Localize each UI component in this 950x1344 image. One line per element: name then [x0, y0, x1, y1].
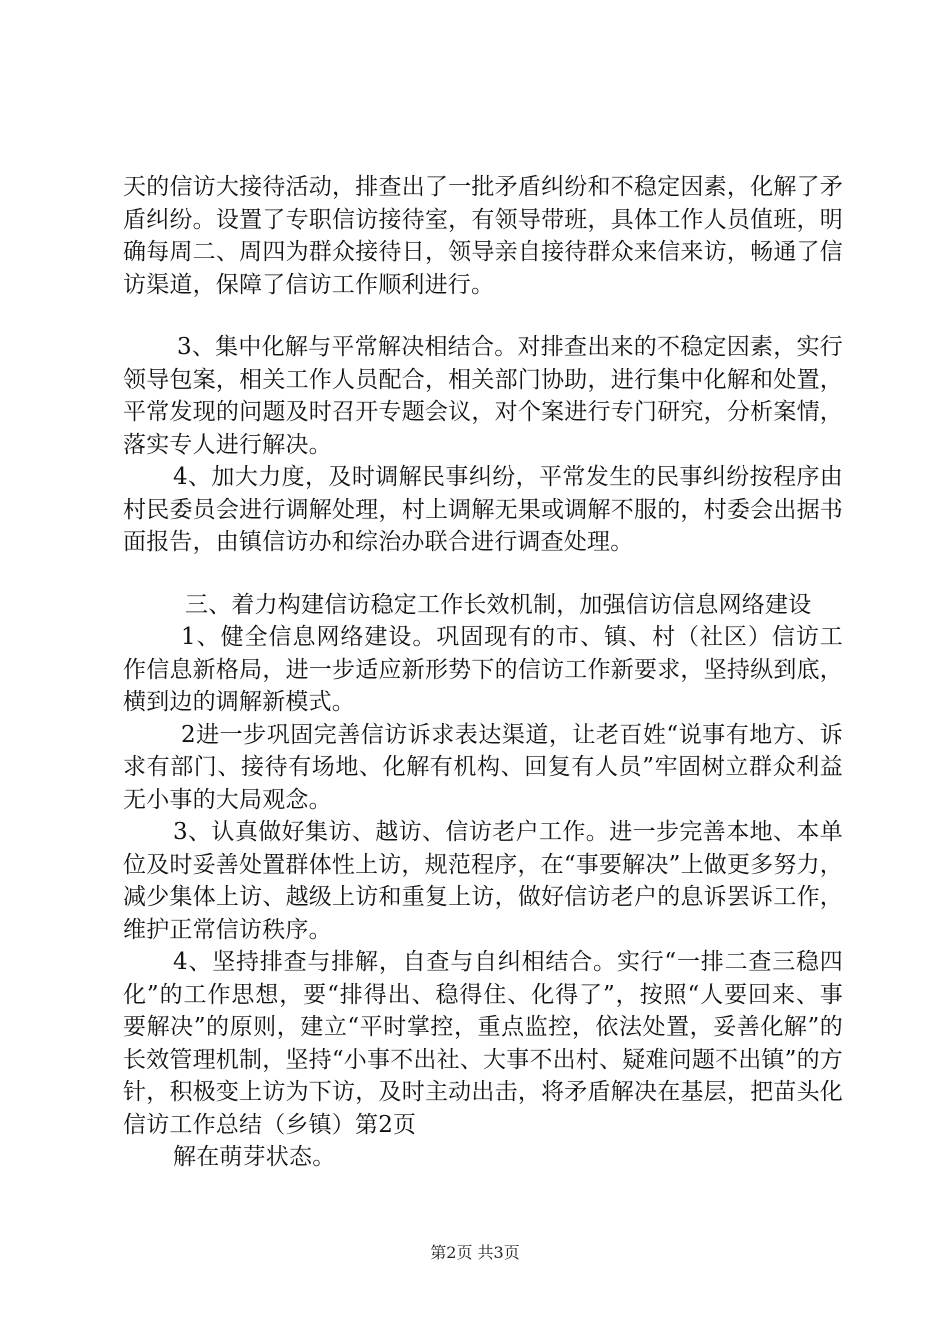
paragraph-closing-line: 解在萌芽状态。 [173, 1144, 336, 1170]
paragraph-gap [123, 301, 843, 331]
paragraph-item-3-centralized-resolution: 3、集中化解与平常解决相结合。对排查出来的不稳定因素，实行领导包案，相关工作人员配合，相关部门协助，进行集中化解和处置，平常发现的问题及时召开专题会议，对个案进行专门研究，分析案情，落实专人进行解决。 [123, 334, 843, 458]
paragraph-item-4-civil-dispute-mediation: 4、加大力度，及时调解民事纠纷，平常发生的民事纠纷按程序由村民委员会进行调解处理，村上调解无果或调解不服的，村委会出据书面报告，由镇信访办和综治办联合进行调查处理。 [123, 464, 843, 555]
paragraph-gap [123, 559, 843, 589]
section-heading-three: 三、着力构建信访稳定工作长效机制，加强信访信息网络建设 [185, 591, 812, 618]
paragraph-item-3-petition-work: 3、认真做好集访、越访、信访老户工作。进一步完善本地、本单位及时妥善处置群体性上访，规范程序，在“事要解决”上做更多努力，减少集体上访、越级上访和重复上访，做好信访老户的息诉罢诉工作，维护正常信访秩序。 [123, 819, 843, 943]
paragraph-item-2-expression-channels: 2进一步巩固完善信访诉求表达渠道，让老百姓“说事有地方、诉求有部门、接待有场地、化解有机构、回复有人员”牢固树立群众利益无小事的大局观念。 [123, 721, 843, 813]
page-footer-number: 第2页 共3页 [430, 1243, 520, 1262]
paragraph-item-1-network-building: 1、健全信息网络建设。巩固现有的市、镇、村（社区）信访工作信息新格局，进一步适应新形势下的信访工作新要求，坚持纵到底，横到边的调解新模式。 [123, 624, 843, 715]
document-body [123, 171, 843, 1174]
paragraph-item-4-investigation-resolution: 4、坚持排查与排解，自查与自纠相结合。实行“一排二查三稳四化”的工作思想，要“排得出、稳得住、化得了”，按照“人要回来、事要解决”的原则，建立“平时掌控，重点监控，依法处置，妥善化解”的长效管理机制，坚持“小事不出社、大事不出村、疑难问题不出镇”的方针，积极变上访为下访，及时主动出击，将矛盾解决在基层，把苗头化信访工作总结（乡镇）第2页 [123, 949, 843, 1138]
paragraph-continuation: 天的信访大接待活动，排查出了一批矛盾纠纷和不稳定因素，化解了矛盾纠纷。设置了专职信访接待室，有领导带班，具体工作人员值班，明确每周二、周四为群众接待日，领导亲自接待群众来信来访，畅通了信访渠道，保障了信访工作顺利进行。 [123, 174, 843, 298]
